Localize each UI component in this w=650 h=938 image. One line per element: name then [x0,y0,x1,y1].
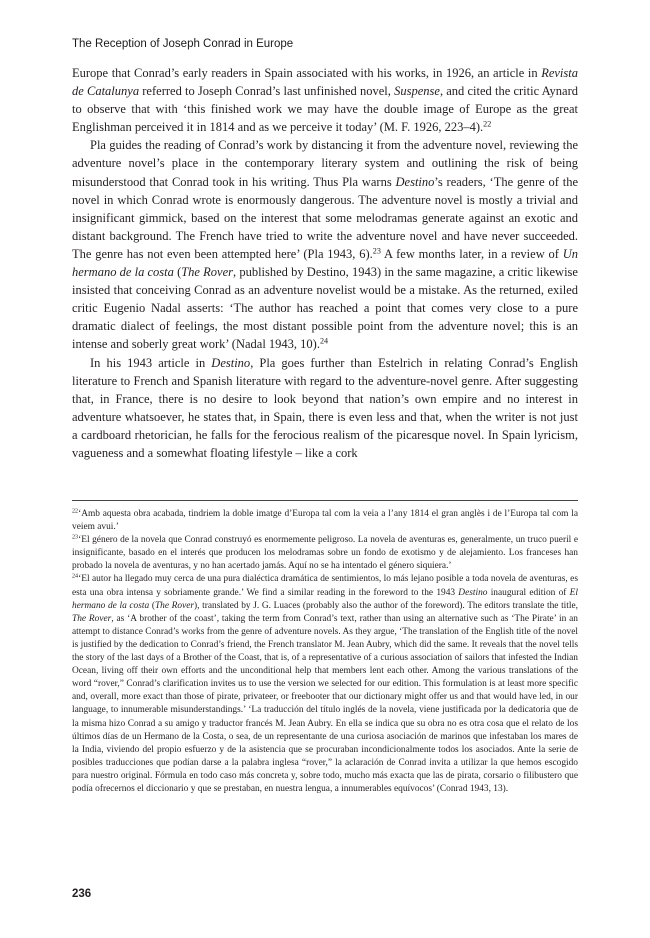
text-run: ‘El autor ha llegado muy cerca de una pura dialéctica dramática de sentimientos, lo más lejano posible a toda novela de aventuras, es esta una obra intensa y sobriamente grande.’ We find a similar reading in the foreword to the 1943 [72,574,578,598]
text-run: , and cited the critic Aynard to observe that with ‘this finished work we may have the double image of Europe as the great Englishman perceived it in 1814 and as we perceive it today’ (M. F. 1926, 223–4). [72,84,578,135]
note-marker: 23 [372,246,381,256]
text-run: ( [173,265,182,280]
note-marker: 23 [72,534,79,541]
text-run: A few months later, in a review of [380,246,563,261]
footnote [72,508,578,534]
italic-text: The Rover [154,600,195,611]
body-paragraph [72,136,578,353]
text-run: , Pla goes further than Estelrich in relating Conrad’s English literature to French and Spanish literature with regard to the adventure-novel genre. After suggesting that, in France, there is no desire to look beyond that nation’s own empire and no interest in adventure whatsoever, he states that, in Spain, there is even less and that, when the writer is not just a cardboard rhetorician, he falls for the ferocious realism of the picaresque novel. In Spain lyricism, vagueness and a somewhat floating lifestyle – like a cork [72,355,578,460]
note-marker: 24 [72,574,79,581]
note-marker: 22 [72,508,79,515]
italic-text: The Rover [72,613,112,624]
text-run: In his 1943 article in [90,355,212,370]
italic-text: El hermano de la costa [72,587,578,611]
text-run: Europe that Conrad’s early readers in Spain associated with his works, in 1926, an article in [72,66,542,80]
text-run: inaugural edition of [487,587,570,598]
main-text [72,64,578,462]
italic-text: Destino [211,355,251,370]
body-paragraph [72,64,578,136]
italic-text: Destino [458,587,488,598]
running-head: The Reception of Joseph Conrad in Europe [72,38,294,50]
italic-text: Destino [395,174,435,189]
italic-text: The Rover [181,265,234,280]
footnote-divider [72,500,578,501]
text-run: Pla guides the reading of Conrad’s work by distancing it from the adventure novel, reviewing the adventure novel’s place in the contemporary literary system and outlining the risk of being misunderstood that Conrad took in his writing. Thus Pla warns [72,138,578,189]
footnotes [72,508,578,796]
text-run: ’s readers, ‘The genre of the novel in which Conrad wrote is enormously dangerous. The adventure novel is mostly a trivial and insignificant gimmick, based on the interest that some melodramas generate against an exotic and distant background. The French have tried to write the adventure novel and have never succeeded. The genre has not even been attempted here’ (Pla 1943, 6). [72,174,578,261]
italic-text: Un hermano de la costa [72,246,578,280]
text-run: referred to Joseph Conrad’s last unfinished novel, [139,84,395,99]
note-marker: 24 [319,336,329,346]
italic-text: Revista de Catalunya [72,66,578,99]
text-run: ( [149,600,155,611]
text-run: ), translated by J. G. Luaces (probably also the author of the foreword). The editors translate the title, [194,600,578,611]
footnote [72,573,578,796]
text-run: , published by Destino, 1943) in the same magazine, a critic likewise insisted that conceiving Conrad as an adventure novelist would be a mistake. As the returned, exiled critic Eugenio Nadal asserts: ‘The author has reached a point that comes very close to a pure dramatic dialect of feelings, the most distant possible point from the adventure novel; this is an intense and soberly great work’ (Nadal 1943, 10). [72,265,578,352]
text-run: , as ‘A brother of the coast’, taking the term from Conrad’s text, rather than using an alternative such as ‘The Pirate’ in an attempt to distance Conrad’s works from the genre of adventure novels. As they argue, ‘The translation of the English title of the novel is justified by the dedication to Conrad’s friend, the French translator M. Jean Aubry, which did the same. It reveals that the novel tells the story of the last days of a Brother of the Coast, that is, of a representative of a curious association of sailors that infested the Indian Ocean, living off their own efforts and the unconditional help that members lent each other. Among the various translations of the word “rover,” Conrad’s clarification invites us to use the version we selected for our edition. This formulation is at least more specific and, overall, more exact than those of pirate, privateer, or freebooter that our dictionary might offer us and that would have led, in our language, to innumerable misunderstandings.’ ‘La traducción del título inglés de la novela, viene justificada por la dedicatoria que de la misma hizo Conrad a su amigo y traductor francés M. Jean Aubry. En ella se indica que su obra no es otra cosa que el relato de los últimos días de un Hermano de la Costa, o sea, de un representante de una curiosa asociación de marinos que infestaban los mares de la India, viviendo del propio esfuerzo y de la asistencia que se procuraban incondicionalmente todos los asociados. Ante la serie de posibles traducciones que podían darse a la palabra inglesa “rover,” la aclaración de Conrad invita a utilizar la que hemos escogido para nuestro original. Fórmula en todo caso más concreta y, sobre todo, mucho más exacta que las de pirata, corsario o filibustero que podía ofrecernos el diccionario y que se prestaban, en nuestra lengua, a innumerables equívocos’ (Conrad 1943, 13). [72,613,578,794]
page-number: 236 [72,888,92,900]
text-run: ‘Amb aquesta obra acabada, tindriem la doble imatge d’Europa tal com la veia a l’any 1814 el gran anglès i de l’Europa tal com la veiem avui.’ [72,509,578,533]
body-paragraph [72,354,578,463]
note-marker: 22 [483,119,492,129]
italic-text: Suspense [394,84,440,99]
footnote [72,534,578,573]
text-run: ‘El género de la novela que Conrad construyó es enormemente peligroso. La novela de aventuras es, generalmente, un truco pueril e insignificante, basado en el interés que producen los melodramas sobre un fondo de exotismo y de alejamiento. Los franceses han probado la novela de aventuras, y no han acertado jamás. Aquí no se ha intentado el género siquiera.’ [72,535,578,572]
